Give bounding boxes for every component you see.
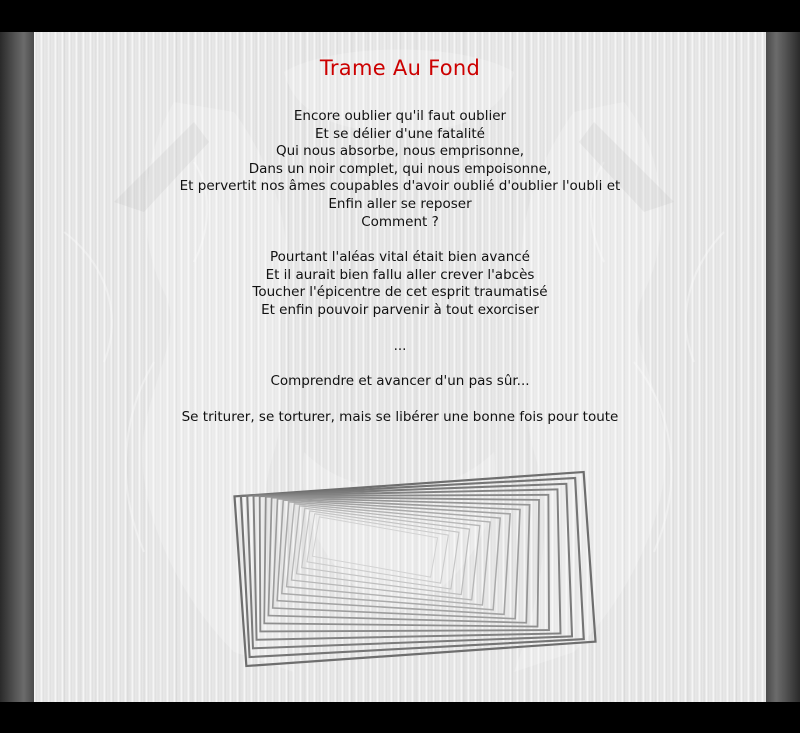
poem-line: Et se délier d'une fatalité — [315, 125, 485, 142]
left-border-bar — [0, 32, 34, 702]
spiral-rectangles-graphic — [232, 468, 598, 670]
poem-line: Qui nous absorbe, nous emprisonne, — [275, 143, 525, 160]
poem-line: Encore oublier qu'il faut oublier — [293, 108, 507, 124]
poem-stanza-1 — [34, 108, 766, 231]
poem-stanza-4 — [34, 409, 766, 427]
poem-line: Comprendre et avancer d'un pas sûr... — [270, 373, 530, 390]
spiral-rectangle — [312, 517, 437, 577]
poem-stanza-2 — [34, 249, 766, 319]
poem-body — [34, 108, 766, 444]
poem-line: Pourtant l'aléas vital était bien avancé — [270, 249, 530, 266]
content-panel — [34, 32, 766, 702]
right-border-bar — [766, 32, 800, 702]
spiral-rectangle — [260, 495, 549, 632]
poem-line: Enfin aller se reposer — [328, 195, 472, 212]
poem-line: Dans un noir complet, qui nous empoisonne, — [248, 160, 552, 177]
poem-title: Trame Au Fond — [319, 56, 481, 80]
spiral-rectangle — [264, 497, 539, 627]
poem-ellipsis — [34, 338, 766, 356]
poem-line: Se triturer, se torturer, mais se libérer une bonne fois pour toute — [181, 408, 619, 425]
poem-line: Comment ? — [361, 213, 439, 230]
poem-stanza-3 — [34, 373, 766, 391]
poem-line: Et pervertit nos âmes coupables d'avoir oublié d'oublier l'oubli et — [179, 178, 621, 195]
poem-line: Et il aurait bien fallu aller crever l'abcès — [265, 266, 535, 283]
poem-line: ... — [393, 337, 407, 354]
poem-line: Et enfin pouvoir parvenir à tout exorciser — [261, 301, 539, 318]
poem-line: Toucher l'épicentre de cet esprit traumatisé — [252, 284, 548, 301]
